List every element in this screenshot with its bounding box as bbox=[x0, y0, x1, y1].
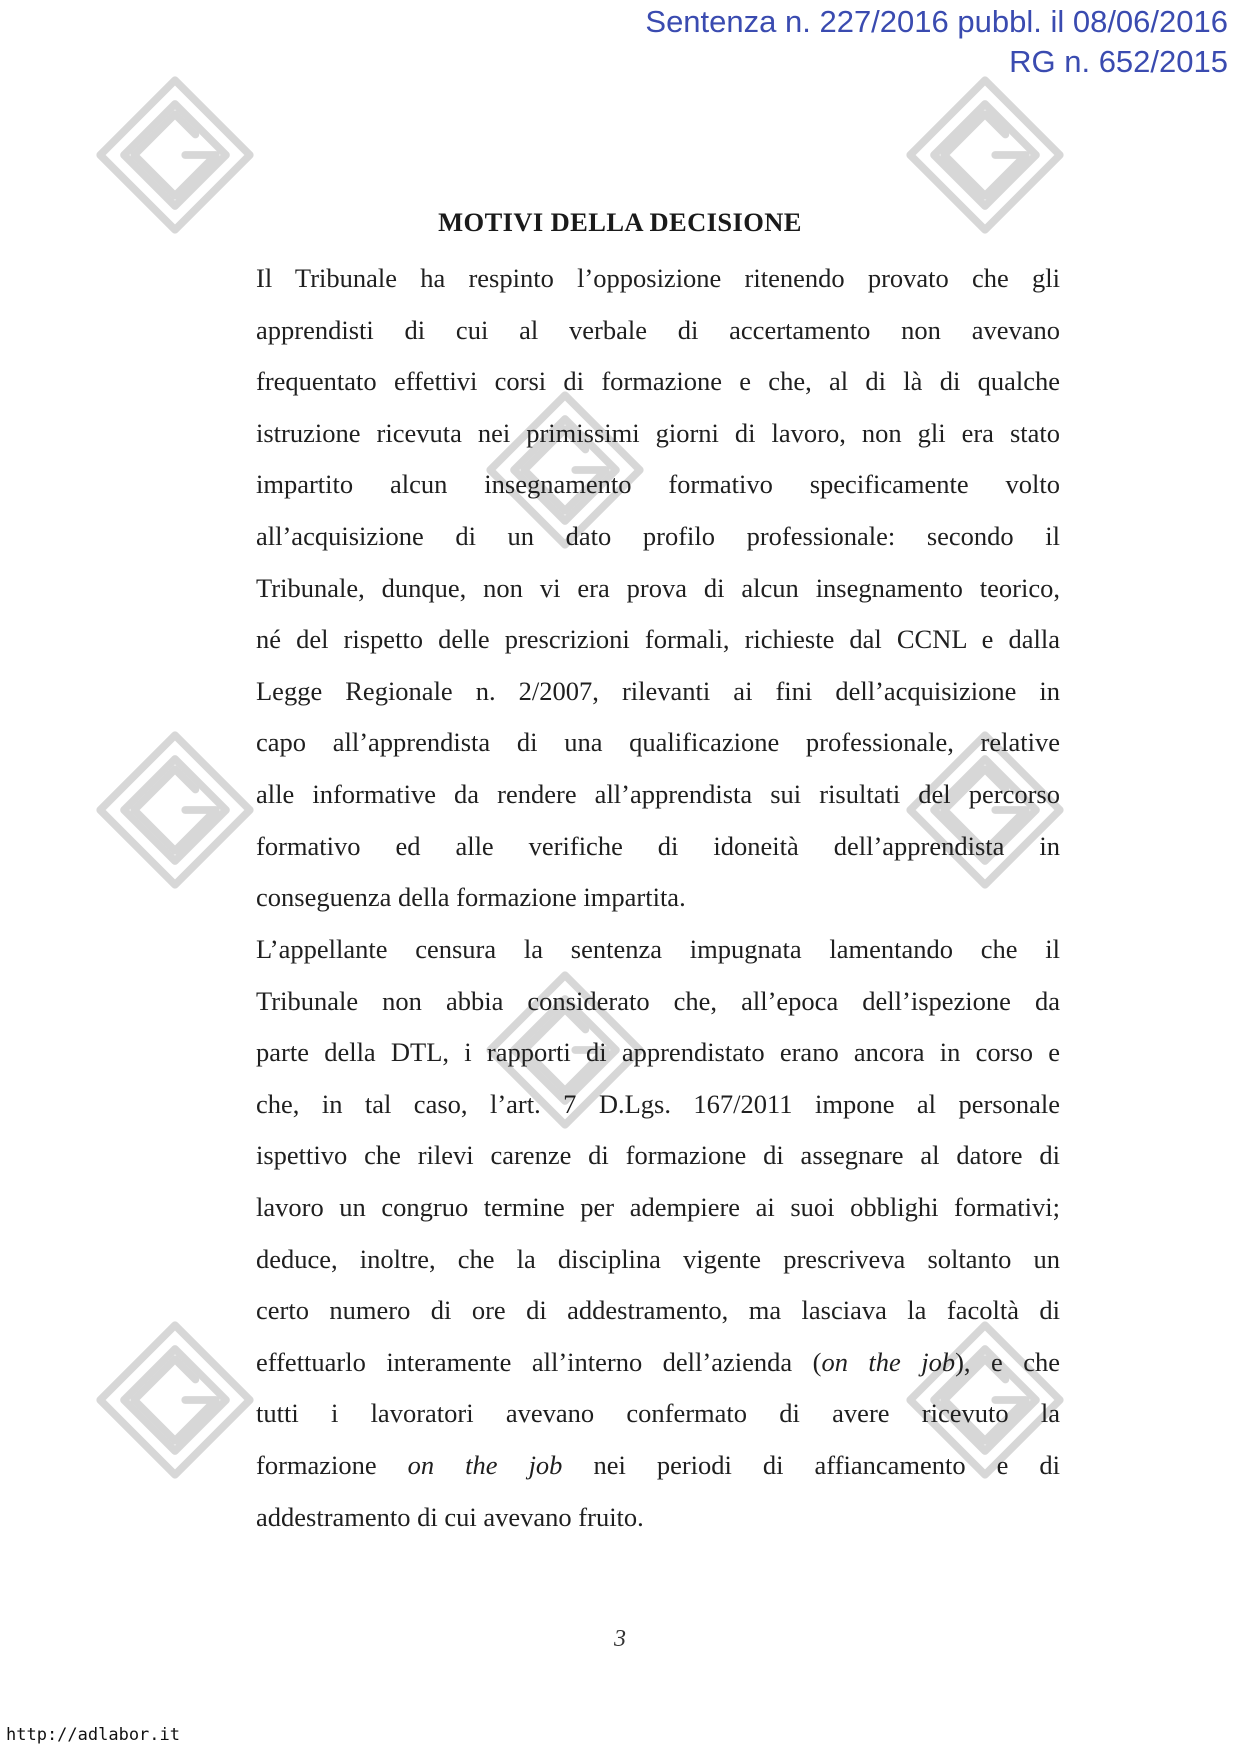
text-line: deduce, inoltre, che la disciplina vigente prescriveva soltanto un bbox=[256, 1243, 1060, 1274]
source-url: http://adlabor.it bbox=[6, 1725, 180, 1745]
section-heading: MOTIVI DELLA DECISIONE bbox=[438, 207, 802, 237]
text-line: Tribunale non abbia considerato che, all’epoca dell’ispezione da bbox=[256, 985, 1060, 1016]
text-line: Legge Regionale n. 2/2007, rilevanti ai fini dell’acquisizione in bbox=[256, 675, 1060, 706]
text-line: frequentato effettivi corsi di formazione e che, al di là di qualche bbox=[256, 366, 1060, 397]
text-line: alle informative da rendere all’apprendista sui risultati del percorso bbox=[256, 778, 1060, 809]
sentenza-stamp: Sentenza n. 227/2016 pubbl. il 08/06/2016 bbox=[645, 4, 1228, 39]
text-run: formazione bbox=[256, 1449, 408, 1480]
rg-number-stamp: RG n. 652/2015 bbox=[1009, 44, 1228, 79]
text-line: tutti i lavoratori avevano confermato di avere ricevuto la bbox=[256, 1398, 1060, 1429]
text-line: parte della DTL, i rapporti di apprendistato erano ancora in corso e bbox=[256, 1037, 1060, 1068]
g-logo-watermark bbox=[90, 725, 260, 895]
text-line: all’acquisizione di un dato profilo professionale: secondo il bbox=[256, 520, 1060, 551]
italic-term: on the job bbox=[821, 1346, 956, 1377]
text-line: apprendisti di cui al verbale di accertamento non avevano bbox=[256, 314, 1060, 345]
page-number: 3 bbox=[614, 1626, 626, 1652]
text-line bbox=[256, 1440, 1060, 1492]
text-line: conseguenza della formazione impartita. bbox=[256, 882, 686, 913]
text-line: ispettivo che rilevi carenze di formazione di assegnare al datore di bbox=[256, 1140, 1060, 1171]
text-line: certo numero di ore di addestramento, ma lasciava la facoltà di bbox=[256, 1295, 1060, 1326]
text-line: Tribunale, dunque, non vi era prova di alcun insegnamento teorico, bbox=[256, 572, 1060, 603]
paragraph-tribunale-decision bbox=[256, 253, 1060, 924]
text-line: capo all’apprendista di una qualificazione professionale, relative bbox=[256, 727, 1060, 758]
text-line: che, in tal caso, l’art. 7 D.Lgs. 167/2011 impone al personale bbox=[256, 1088, 1060, 1119]
text-line bbox=[256, 1337, 1060, 1389]
text-line: né del rispetto delle prescrizioni formali, richieste dal CCNL e dalla bbox=[256, 624, 1060, 655]
text-line: istruzione ricevuta nei primissimi giorni di lavoro, non gli era stato bbox=[256, 417, 1060, 448]
g-logo-watermark bbox=[90, 1315, 260, 1485]
text-run: effettuarlo interamente all’interno dell’azienda ( bbox=[256, 1346, 822, 1377]
text-line: Il Tribunale ha respinto l’opposizione ritenendo provato che gli bbox=[256, 263, 1060, 293]
text-line: lavoro un congruo termine per adempiere ai suoi obblighi formativi; bbox=[256, 1191, 1060, 1222]
text-line: formativo ed alle verifiche di idoneità dell’apprendista in bbox=[256, 830, 1060, 861]
text-line: addestramento di cui avevano fruito. bbox=[256, 1501, 644, 1532]
text-line: L’appellante censura la sentenza impugnata lamentando che il bbox=[256, 934, 1060, 964]
text-run: nei periodi di affiancamento e di bbox=[562, 1449, 1060, 1480]
italic-term: on the job bbox=[407, 1449, 563, 1480]
text-run: ), e che bbox=[955, 1346, 1060, 1377]
paragraph-appeal-grounds bbox=[256, 924, 1060, 1543]
text-line: impartito alcun insegnamento formativo specificamente volto bbox=[256, 469, 1060, 500]
